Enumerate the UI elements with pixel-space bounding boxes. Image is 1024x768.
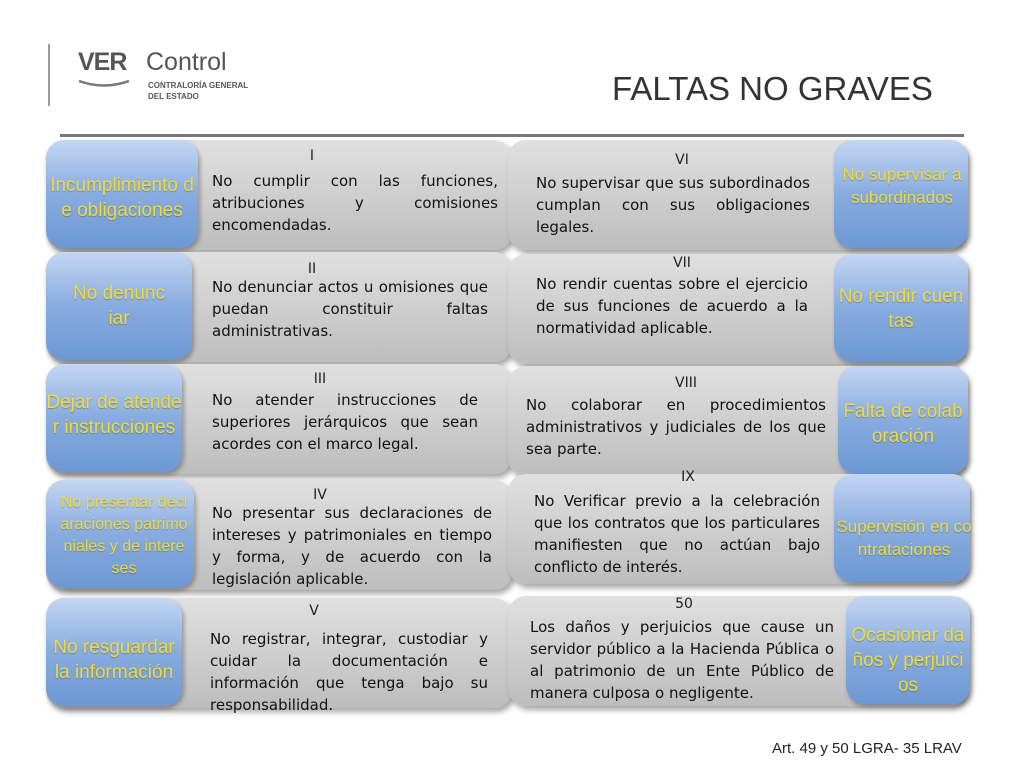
logo-subtitle: [148, 80, 248, 102]
logo: [48, 44, 278, 108]
item-label-4: No presentar declaraciones patrimoniales y de intereses: [60, 494, 188, 577]
item-description-1: No cumplir con las funciones, atribuciones y comisiones encomendadas.: [212, 172, 498, 234]
item-description-5: No registrar, integrar, custodiar y cuidar la documentación e información que tenga bajo su responsabilidad.: [210, 630, 488, 714]
logo-divider: [48, 44, 50, 106]
item-label-10: Ocasionar daños y perjuicios: [851, 625, 965, 696]
item-description-4: No presentar sus declaraciones de intereses y patrimoniales en tiempo y forma, y de acuerdo con la legislación aplicable.: [212, 504, 492, 588]
item-label-5: No resguardar la información: [53, 637, 175, 683]
item-numeral-5: V: [309, 603, 319, 619]
item-description-9: No Verificar previo a la celebración que los contratos que los particulares manifiesten que no actúan bajo conflicto de interés.: [534, 492, 820, 576]
item-description-10: Los daños y perjuicios que cause un servidor público a la Hacienda Pública o al patrimonio de un Ente Público de manera culposa o negligente.: [530, 618, 834, 702]
item-numeral-4: IV: [313, 487, 327, 503]
item-numeral-3: III: [313, 371, 327, 387]
logo-ver-text: VER: [78, 48, 127, 76]
item-label-7: No rendir cuentas: [838, 286, 964, 332]
item-numeral-9: IX: [681, 469, 695, 485]
item-description-3: No atender instrucciones de superiores jerárquicos que sean acordes con el marco legal.: [212, 391, 478, 453]
item-label-1: Incumplimiento de obligaciones: [50, 175, 194, 221]
item-label-8: Falta de colaboración: [843, 401, 963, 447]
item-numeral-6: VI: [675, 152, 689, 168]
item-description-2: No denunciar actos u omisiones que puedan constituir faltas administrativas.: [212, 278, 488, 340]
item-numeral-7: VII: [673, 255, 691, 271]
item-label-6: No supervisar a subordinados: [842, 165, 962, 207]
title-divider: [60, 134, 964, 137]
item-description-8: No colaborar en procedimientos administrativos y judiciales de los que sea parte.: [526, 396, 826, 458]
item-description-7: No rendir cuentas sobre el ejercicio de sus funciones de acuerdo a la normatividad aplicable.: [536, 275, 808, 337]
logo-control-text: Control: [146, 48, 227, 76]
logo-subtitle-line1: CONTRALORÍA GENERAL: [148, 81, 249, 90]
legal-reference: Art. 49 y 50 LGRA- 35 LRAV: [772, 740, 962, 757]
item-label-2: No denunciar: [73, 283, 165, 329]
item-label-3: Dejar de atender instrucciones: [46, 392, 182, 438]
item-description-6: No supervisar que sus subordinados cumplan con sus obligaciones legales.: [536, 174, 810, 236]
item-numeral-8: VIII: [675, 375, 697, 391]
item-numeral-10: 50: [675, 596, 693, 612]
item-numeral-1: I: [309, 148, 315, 164]
logo-subtitle-line2: DEL ESTADO: [148, 92, 199, 101]
logo-swoosh-icon: [78, 78, 130, 88]
item-label-9: Supervisión en contrataciones: [836, 517, 972, 559]
page-title: FALTAS NO GRAVES: [612, 70, 933, 107]
item-numeral-2: II: [307, 261, 317, 277]
